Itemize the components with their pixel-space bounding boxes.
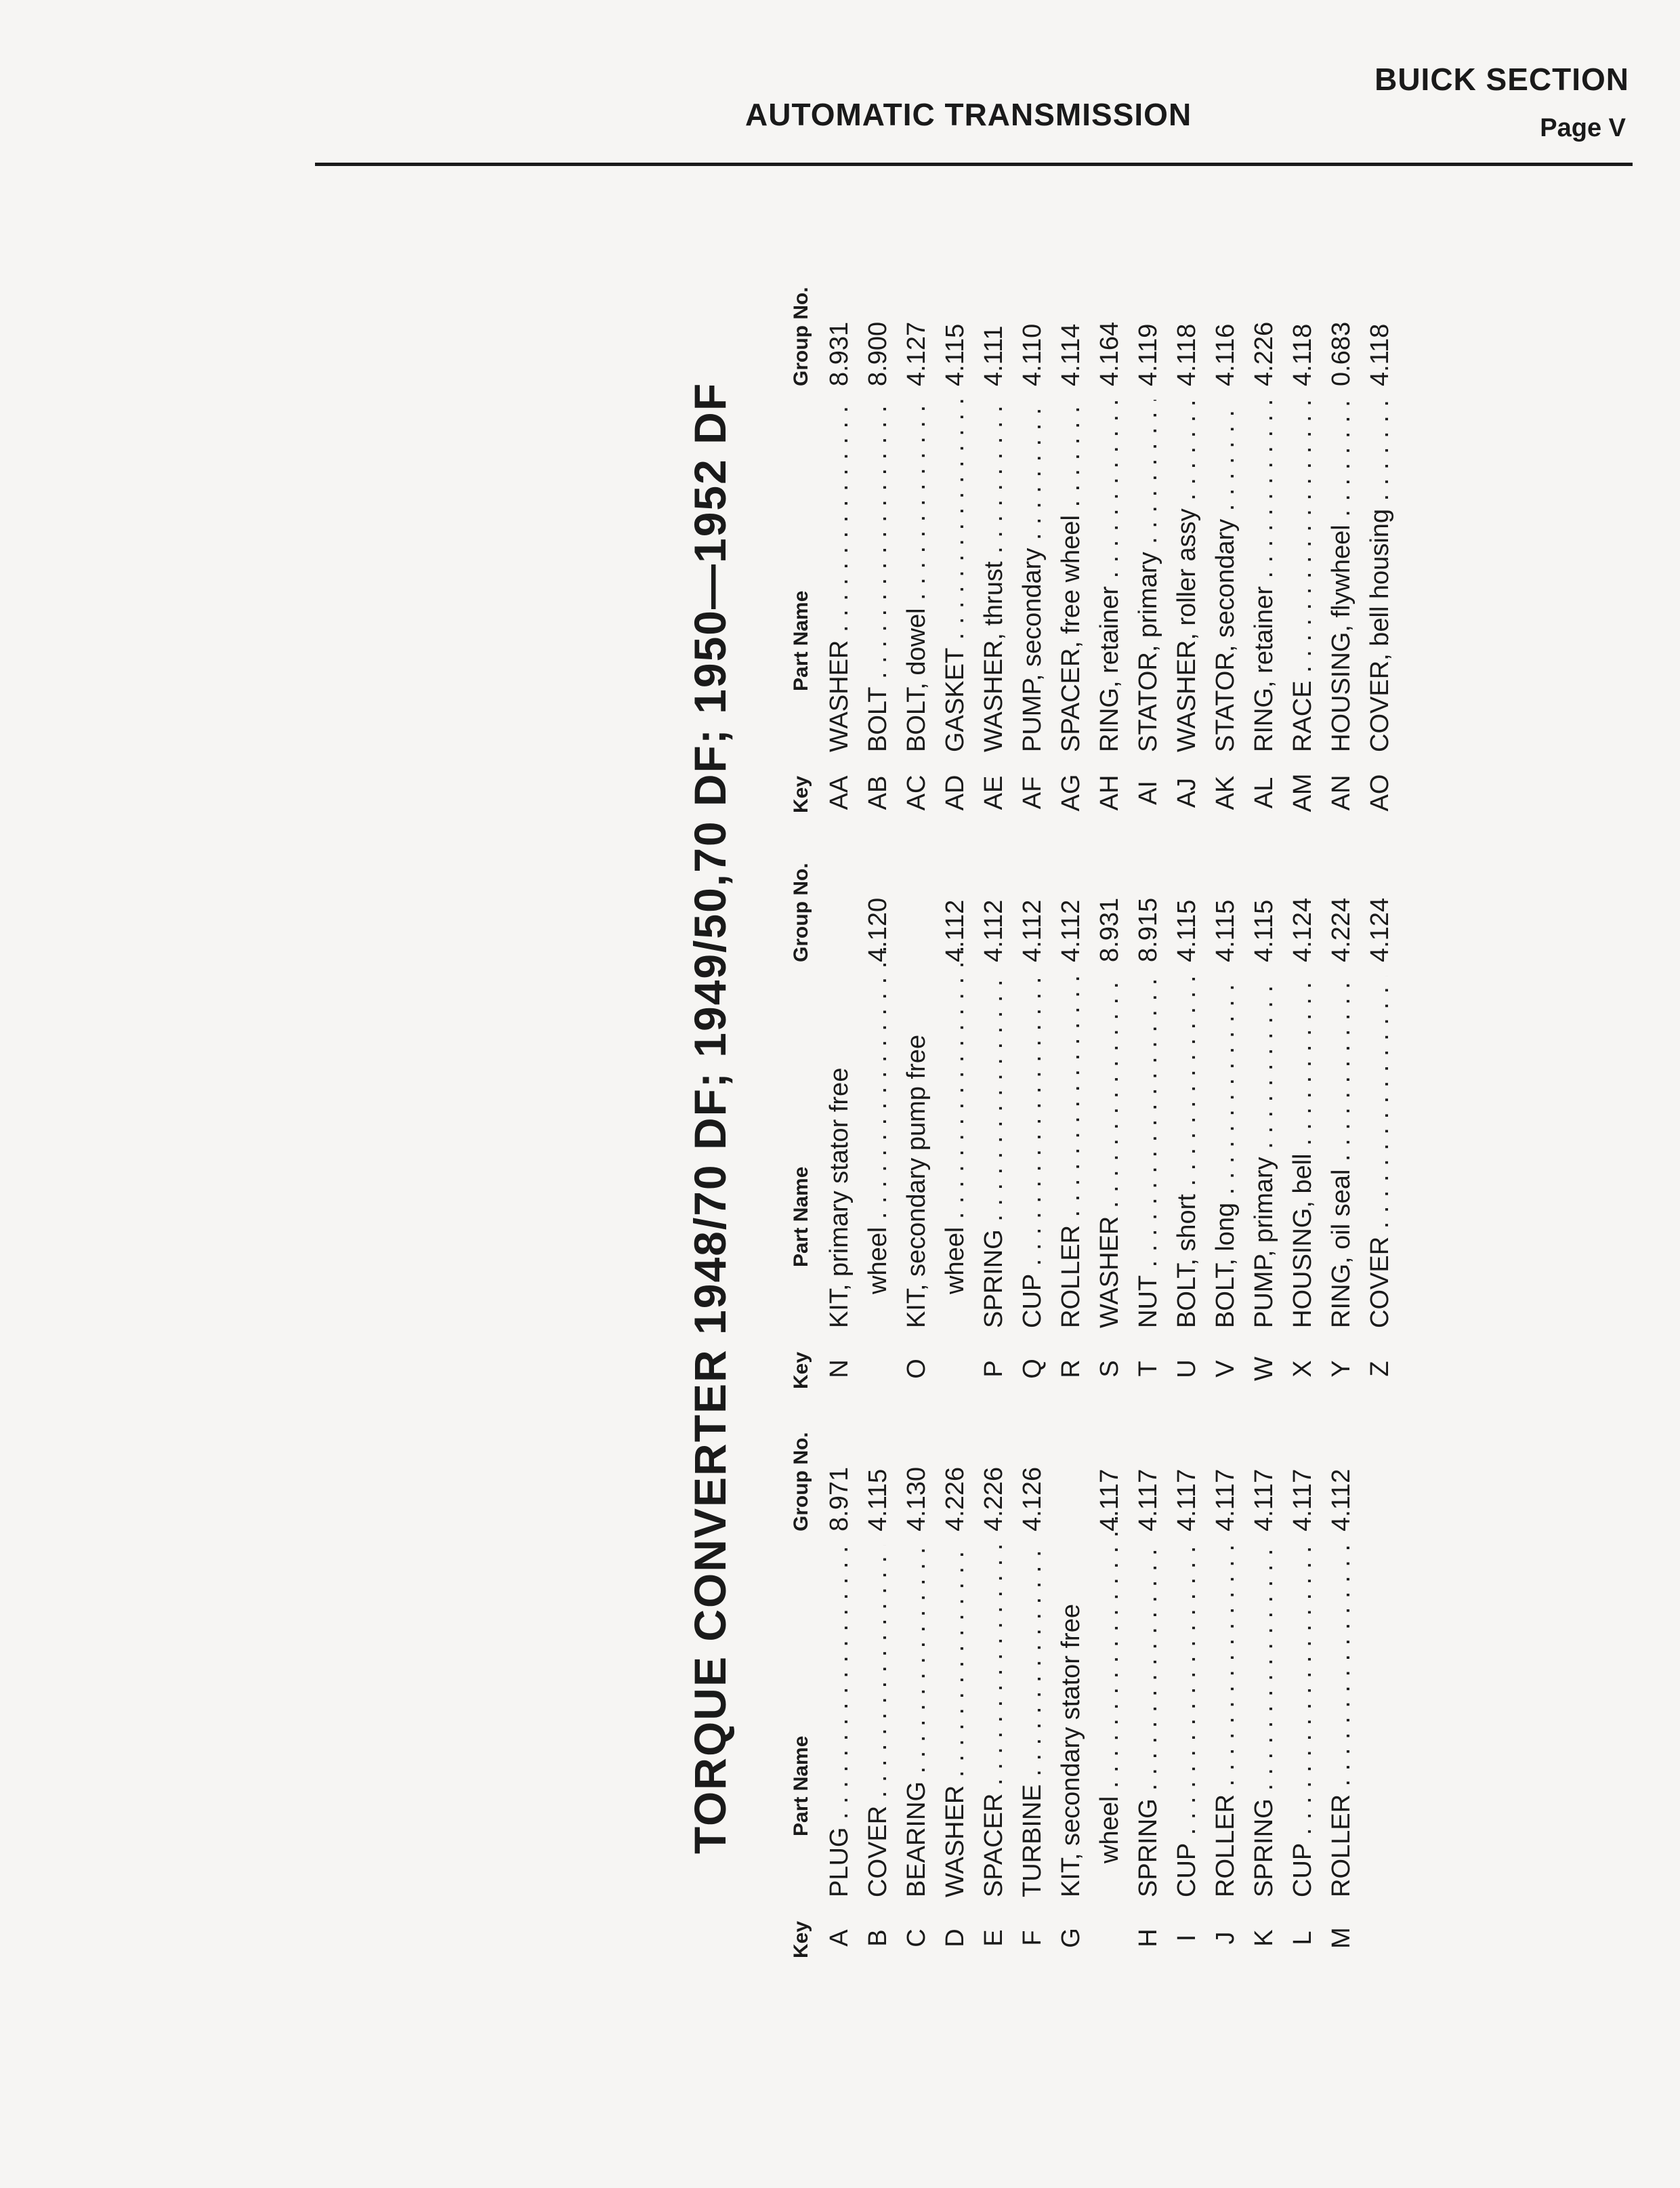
part-key: AL — [1250, 777, 1278, 809]
table-row — [1244, 1430, 1283, 1965]
part-name: COVER . . . — [864, 1545, 893, 1897]
table-row — [1167, 1430, 1206, 1965]
table-row — [1360, 285, 1399, 820]
header-part-name: Part Name — [790, 590, 812, 691]
group-number: 4.112 — [1327, 1468, 1356, 1531]
group-number: 4.126 — [1018, 1466, 1047, 1531]
part-name: RING, retainer . . . — [1095, 400, 1125, 752]
table-row — [1051, 285, 1090, 820]
table-row — [1013, 1430, 1051, 1965]
header-part-name: Part Name — [790, 1735, 812, 1836]
part-name: KIT, secondary pump free — [902, 1035, 931, 1328]
table-row — [1167, 285, 1206, 820]
part-key: AI — [1134, 781, 1162, 805]
part-name: BOLT, dowel . . . — [902, 400, 931, 752]
part-key: AA — [825, 775, 854, 810]
part-key: S — [1095, 1360, 1124, 1378]
part-name: BOLT . . . — [864, 400, 893, 752]
part-name: WASHER . . . — [1095, 976, 1125, 1328]
table-row — [974, 861, 1013, 1396]
part-name: SPRING . . . — [980, 976, 1009, 1328]
part-key: AN — [1327, 775, 1356, 811]
part-key: B — [864, 1929, 892, 1947]
part-name: COVER . . . — [1366, 976, 1395, 1328]
group-number: 4.112 — [941, 899, 969, 962]
part-key: L — [1288, 1931, 1317, 1945]
part-name: GASKET . . . — [941, 400, 970, 752]
part-key: AJ — [1173, 777, 1201, 808]
table-row — [1360, 861, 1399, 1396]
part-name: HOUSING, flywheel . . . — [1327, 400, 1356, 752]
header-group-no: Group No. — [790, 287, 812, 386]
group-number: 4.112 — [1018, 899, 1047, 962]
group-number: 4.115 — [1173, 899, 1201, 962]
group-number: 8.900 — [864, 321, 892, 386]
part-key: AB — [864, 775, 892, 810]
table-row — [897, 285, 936, 820]
part-key: M — [1327, 1927, 1356, 1949]
part-name: SPACER . . . — [980, 1545, 1009, 1897]
part-key: AF — [1018, 776, 1047, 810]
table-row — [936, 861, 974, 1396]
part-name: CUP . . . — [1288, 1545, 1318, 1897]
group-number: 4.124 — [1288, 897, 1317, 962]
group-number: 4.111 — [980, 325, 1008, 386]
table-row — [1283, 861, 1322, 1396]
group-number: 0.683 — [1327, 321, 1356, 386]
table-row — [1129, 861, 1167, 1396]
part-name: RACE . . . — [1288, 400, 1318, 752]
table-row — [1283, 1430, 1322, 1965]
header-rule — [315, 163, 1633, 166]
parts-column-1 — [772, 1430, 1360, 1965]
part-key: AD — [941, 775, 969, 811]
header-part-name: Part Name — [790, 1166, 812, 1267]
table-row — [1013, 285, 1051, 820]
table-row — [858, 285, 897, 820]
part-key: AG — [1057, 774, 1085, 812]
table-row — [1322, 1430, 1360, 1965]
part-key: C — [902, 1928, 931, 1947]
part-name: PUMP, primary . . . — [1250, 976, 1279, 1328]
table-title: TORQUE CONVERTER 1948/70 DF; 1949/50,70 DF; 1950—1952 DF — [685, 381, 735, 1855]
part-name: COVER, bell housing . . . — [1366, 400, 1395, 752]
part-key: AC — [902, 775, 931, 811]
part-name: wheel . . . — [864, 942, 893, 1294]
part-name: WASHER, thrust . . . — [980, 400, 1009, 752]
header-key: Key — [790, 1920, 812, 1958]
parts-column-2 — [772, 861, 1399, 1396]
table-row — [897, 1430, 936, 1965]
part-key: Z — [1366, 1361, 1394, 1377]
group-number: 4.112 — [980, 899, 1008, 962]
table-row — [1322, 285, 1360, 820]
table-row — [1090, 1430, 1129, 1965]
part-key: N — [825, 1359, 854, 1378]
part-name: RING, oil seal . . . — [1327, 976, 1356, 1328]
parts-column-3 — [772, 285, 1399, 820]
table-row — [1051, 1430, 1090, 1965]
part-name: CUP . . . — [1173, 1545, 1202, 1897]
part-key: O — [902, 1359, 931, 1379]
group-number: 4.117 — [1250, 1468, 1278, 1531]
group-number: 4.226 — [1250, 321, 1278, 386]
column-header — [772, 1430, 820, 1965]
part-key: H — [1134, 1928, 1162, 1947]
table-row — [974, 285, 1013, 820]
part-name: ROLLER . . . — [1327, 1545, 1356, 1897]
part-name: ROLLER . . . — [1211, 1545, 1240, 1897]
part-key: A — [825, 1929, 854, 1947]
part-name: HOUSING, bell . . . — [1288, 976, 1318, 1328]
table-row — [936, 285, 974, 820]
group-number: 4.117 — [1173, 1468, 1201, 1531]
group-number: 4.118 — [1366, 323, 1394, 386]
part-name: SPRING . . . — [1250, 1545, 1279, 1897]
table-row — [820, 285, 858, 820]
group-number: 4.118 — [1173, 323, 1201, 386]
table-row — [1206, 1430, 1244, 1965]
group-number: 4.115 — [941, 323, 969, 386]
column-header — [772, 285, 820, 820]
part-name: WASHER . . . — [825, 400, 854, 752]
part-key: W — [1250, 1357, 1278, 1381]
part-name: wheel . . . — [1095, 1511, 1125, 1863]
part-key: AK — [1211, 775, 1240, 810]
part-key: D — [941, 1928, 969, 1947]
part-name: WASHER, roller assy . . . — [1173, 400, 1202, 752]
part-key: Q — [1018, 1359, 1047, 1379]
group-number: 4.127 — [902, 321, 931, 386]
table-row — [974, 1430, 1013, 1965]
page-header — [0, 0, 1680, 176]
table-row — [1051, 861, 1090, 1396]
part-key: AM — [1288, 773, 1317, 812]
header-key: Key — [790, 775, 812, 813]
part-name: BOLT, short . . . — [1173, 976, 1202, 1328]
part-name: PUMP, secondary . . . — [1018, 400, 1047, 752]
part-key: AO — [1366, 774, 1394, 812]
part-name: WASHER . . . — [941, 1545, 970, 1897]
table-row — [1129, 1430, 1167, 1965]
part-key: V — [1211, 1360, 1240, 1378]
part-key: J — [1211, 1931, 1240, 1945]
group-number: 4.114 — [1057, 323, 1085, 386]
part-name: BOLT, long . . . — [1211, 976, 1240, 1328]
part-name: ROLLER . . . — [1057, 976, 1086, 1328]
table-row — [1244, 861, 1283, 1396]
part-name: wheel . . . — [941, 942, 970, 1294]
part-key: F — [1018, 1930, 1047, 1946]
table-row — [897, 861, 936, 1396]
group-number: 4.115 — [1211, 899, 1240, 962]
part-name: SPACER, free wheel . . . — [1057, 400, 1086, 752]
document-title: AUTOMATIC TRANSMISSION — [745, 97, 1192, 132]
table-row — [1206, 285, 1244, 820]
group-number: 4.117 — [1288, 1468, 1317, 1531]
table-row — [1283, 285, 1322, 820]
parts-table — [684, 271, 1395, 1965]
section-title: BUICK SECTION — [1374, 62, 1629, 97]
part-key: U — [1173, 1359, 1201, 1378]
part-name: PLUG . . . — [825, 1545, 854, 1897]
part-name: KIT, primary stator free — [825, 1067, 854, 1328]
part-key: P — [980, 1360, 1008, 1378]
part-key: E — [980, 1929, 1008, 1947]
table-row — [1090, 285, 1129, 820]
group-number: 4.112 — [1057, 899, 1085, 962]
group-number: 4.117 — [1134, 1468, 1162, 1531]
group-number: 4.115 — [864, 1468, 892, 1531]
part-key: I — [1173, 1934, 1201, 1942]
group-number: 4.130 — [902, 1466, 931, 1531]
part-name: NUT . . . — [1134, 976, 1163, 1328]
part-name: RING, retainer . . . — [1250, 400, 1279, 752]
group-number: 4.117 — [1095, 1468, 1124, 1531]
group-number: 4.226 — [941, 1466, 969, 1531]
table-row — [820, 861, 858, 1396]
group-number: 4.118 — [1288, 323, 1317, 386]
part-key: T — [1134, 1361, 1162, 1377]
part-key: R — [1057, 1359, 1085, 1378]
group-number: 4.224 — [1327, 897, 1356, 962]
group-number: 4.119 — [1134, 323, 1162, 386]
table-row — [1129, 285, 1167, 820]
part-key: G — [1057, 1928, 1085, 1948]
group-number: 4.117 — [1211, 1468, 1240, 1531]
part-name: TURBINE . . . — [1018, 1545, 1047, 1897]
table-row — [1167, 861, 1206, 1396]
table-row — [936, 1430, 974, 1965]
table-row — [1206, 861, 1244, 1396]
table-row — [1013, 861, 1051, 1396]
group-number: 4.226 — [980, 1466, 1008, 1531]
page-number: Page V — [1540, 114, 1626, 142]
part-name: STATOR, primary . . . — [1134, 400, 1163, 752]
header-group-no: Group No. — [790, 863, 812, 962]
group-number: 4.164 — [1095, 321, 1124, 386]
part-name: STATOR, secondary . . . — [1211, 400, 1240, 752]
group-number: 4.120 — [864, 897, 892, 962]
group-number: 8.915 — [1134, 897, 1162, 962]
group-number: 4.116 — [1211, 323, 1240, 386]
header-group-no: Group No. — [790, 1432, 812, 1531]
table-row — [1322, 861, 1360, 1396]
table-row — [858, 861, 897, 1396]
part-name: KIT, secondary stator free — [1057, 1604, 1085, 1897]
part-name: BEARING . . . — [902, 1545, 931, 1897]
group-number: 8.931 — [1095, 897, 1124, 962]
table-row — [858, 1430, 897, 1965]
part-name: CUP . . . — [1018, 976, 1047, 1328]
column-header — [772, 861, 820, 1396]
group-number: 4.115 — [1250, 899, 1278, 962]
header-key: Key — [790, 1351, 812, 1389]
part-key: K — [1250, 1929, 1278, 1947]
table-row — [1090, 861, 1129, 1396]
part-key: AH — [1095, 775, 1124, 811]
part-name: SPRING . . . — [1134, 1545, 1163, 1897]
part-key: AE — [980, 775, 1008, 810]
group-number: 8.971 — [825, 1466, 854, 1531]
part-key: X — [1288, 1360, 1317, 1378]
table-row — [820, 1430, 858, 1965]
group-number: 8.931 — [825, 321, 854, 386]
group-number: 4.110 — [1018, 323, 1047, 386]
table-row — [1244, 285, 1283, 820]
group-number: 4.124 — [1366, 897, 1394, 962]
part-key: Y — [1327, 1360, 1356, 1378]
